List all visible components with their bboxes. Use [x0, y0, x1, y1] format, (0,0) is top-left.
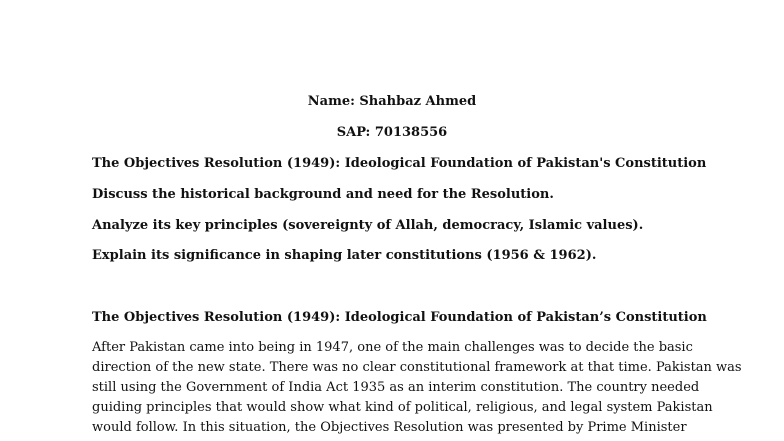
paragraph-line: still using the Government of India Act 1935 as an interim constitution. The country needed [92, 380, 700, 395]
student-name: Name: Shahbaz Ahmed [307, 94, 477, 109]
paragraph-line: direction of the new state. There was no clear constitutional framework at that time. Pakistan was [92, 360, 742, 375]
essay-heading: The Objectives Resolution (1949): Ideological Foundation of Pakistan’s Constitution [92, 310, 707, 325]
sap-id: SAP: 70138556 [336, 125, 448, 140]
paragraph-line: guiding principles that would show what kind of political, religious, and legal system Pakistan [92, 400, 713, 415]
prompt-task-2: Analyze its key principles (sovereignty of Allah, democracy, Islamic values). [92, 218, 644, 233]
paragraph-line: would follow. In this situation, the Objectives Resolution was presented by Prime Minister [92, 420, 687, 435]
essay-paragraph [92, 338, 742, 438]
prompt-title: The Objectives Resolution (1949): Ideological Foundation of Pakistan's Constitution [92, 156, 707, 171]
prompt-task-3: Explain its significance in shaping later constitutions (1956 & 1962). [92, 248, 597, 263]
paragraph-line: After Pakistan came into being in 1947, one of the main challenges was to decide the basic [92, 340, 693, 355]
prompt-task-1: Discuss the historical background and need for the Resolution. [92, 187, 554, 202]
